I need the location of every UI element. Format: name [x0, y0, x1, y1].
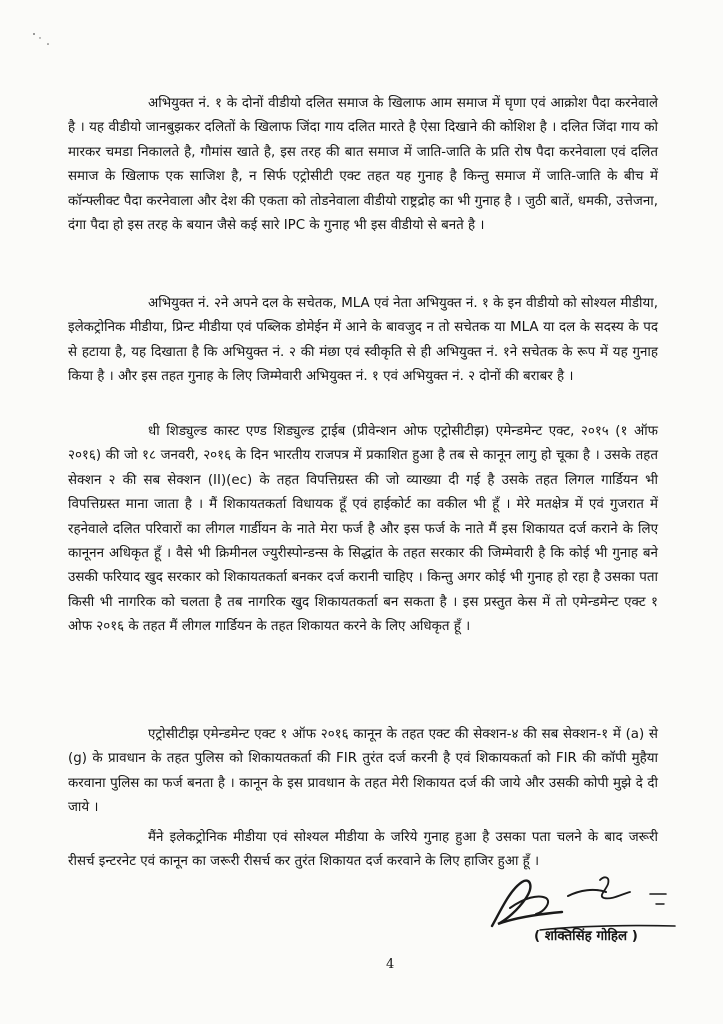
- paragraph-accused-two-consent: अभियुक्त नं. २ने अपने दल के सचेतक, MLA एवं नेता अभियुक्त नं. १ के इन वीडीयो को सोश्यल मीडीया, इलेकट्रोनिक मीडीया, प्रिन्ट मीडीया एवं पब्लिक डोमेईन में आने के बावजुद न तो सचेतक या MLA या दल के सदस्य के पद से हटाया है, यह दिखाता है कि अभियुक्त नं. २ की मंछा एवं स्वीकृति से ही अभियुक्त नं. १ने सचेतक के रूप में यह गुनाह किया है । और इस तहत गुनाह के लिए जिम्मेवारी अभियुक्त नं. १ एवं अभियुक्त नं. २ दोनों की बराबर है ।: [68, 296, 658, 385]
- scan-specks: [28, 30, 58, 50]
- paragraph-atrocities-act: धी शिड्युल्ड कास्ट एण्ड शिड्युल्ड ट्राईब (प्रीवेन्शन ओफ एट्रोसीटीझ) एमेन्डमेन्ट एक्ट, २०१५ (१ ऑफ २०१६) की जो १८ जनवरी, २०१६ के दिन भारतीय राजपत्र में प्रकाशित हुआ है तब से कानून लागु हो चूका है । उसके तहत सेक्शन २ की सब सेक्शन (II)(ec) के तहत विपत्तिग्रस्त की जो व्याख्या दी गई है उसके तहत लिगल गार्डियन भी विपत्तिग्रस्त माना जाता है । मैं शिकायतकर्ता विधायक हूँ एवं हाईकोर्ट का वकील भी हूँ । मेरे मतक्षेत्र में एवं गुजरात में रहनेवाले दलित परिवारों का लीगल गार्डीयन के नाते मेरा फर्ज है और इस फर्ज के नाते मैं इस शिकायत दर्ज कराने के लिए कानूनन अधिकृत हूँ । वैसे भी क्रिमीनल ज्युरीस्पोन्डन्स के सिद्धांत के तहत सरकार की जिम्मेवारी है कि कोई भी गुनाह बने उसकी फरियाद खुद सरकार को शिकायतकर्ता बनकर दर्ज करानी चाहिए । किन्तु अगर कोई भी गुनाह हो रहा है उसका पता किसी भी नागरिक को चलता है तब नागरिक खुद शिकायतकर्ता बन सकता है । इस प्रस्तुत केस में तो एमेन्डमेन्ट एक्ट १ ओफ २०१६ के तहत मैं लीगल गार्डियन के तहत शिकायत करने के लिए अधिकृत हूँ ।: [68, 424, 658, 635]
- paragraph-accused-videos: अभियुक्त नं. १ के दोनों वीडीयो दलित समाज के खिलाफ आम समाज में घृणा एवं आक्रोश पैदा करनेवाले है । यह वीडीयो जानबुझकर दलितों के खिलाफ जिंदा गाय दलित मारते है ऐसा दिखाने की कोशिश है । दलित जिंदा गाय को मारकर चमडा निकालते है, गौमांस खाते है, इस तरह की बात समाज में जाति-जाति के प्रति रोष पैदा करनेवाला एवं दलित समाज के खिलाफ एक साजिश है, न सिर्फ एट्रोसीटी एक्ट तहत यह गुनाह है किन्तु समाज में जाति-जाति के बीच में कॉन्फ्लीक्ट पैदा करनेवाला और देश की एकता को तोडनेवाला वीडीयो राष्ट्रद्रोह का भी गुनाह है । जुठी बातें, धमकी, उत्तेजना, दंगा पैदा हो इस तरह के बयान जैसे कई सारे IPC के गुनाह भी इस वीडीयो से बनते है ।: [68, 96, 658, 234]
- page-number: 4: [386, 957, 395, 972]
- paragraph-fir-provision: एट्रोसीटीझ एमेन्डमेन्ट एक्ट १ ऑफ २०१६ कानून के तहत एक्ट की सेक्शन-४ की सब सेक्शन-१ में (a) से (g) के प्रावधान के तहत पुलिस को शिकायतकर्ता की FIR तुरंत दर्ज करनी है एवं शिकायकर्ता को FIR की कॉपी मुहैया करवाना पुलिस का फर्ज बनता है । कानून के इस प्रावधान के तहत मेरी शिकायत दर्ज की जाये और उसकी कोपी मुझे दे दी जाये ।: [68, 727, 658, 816]
- paragraph-complaint-present: मैंने इलेकट्रोनिक मीडीया एवं सोश्यल मीडीया के जरिये गुनाह हुआ है उसका पता चलने के बाद जरूरी रीसर्च इन्टरनेट एवं कानून का जरूरी रीसर्च कर तुरंत शिकायत दर्ज करवाने के लिए हाजिर हुआ हूँ ।: [68, 830, 658, 870]
- signatory-name: ( शक्तिसिंह गोहिल ): [534, 929, 638, 944]
